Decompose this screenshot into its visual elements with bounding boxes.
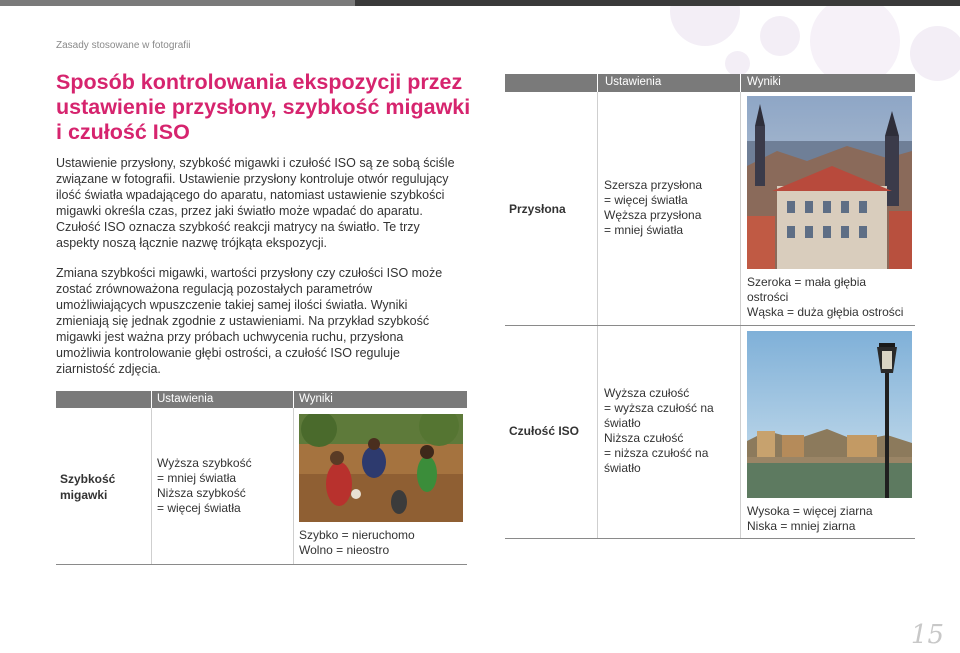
page-title: Sposób kontrolowania ekspozycji przez ustawienie przysłony, szybkość migawki i czułość ISO (56, 70, 471, 144)
row-label-shutter: Szybkość migawki (60, 472, 116, 502)
page-number: 15 (910, 620, 944, 650)
header-results: Wyniki (299, 393, 333, 405)
header-settings: Ustawienia (157, 393, 214, 405)
aperture-results-text: Szeroka = mała głębia ostrości Wąska = duża głębia ostrości (747, 275, 904, 319)
row-label-iso: Czułość ISO (509, 424, 580, 438)
prague-city-photo (747, 96, 912, 269)
football-players-photo (299, 414, 463, 522)
iso-results-text: Wysoka = więcej ziarna Niska = mniej ziarna (747, 504, 873, 533)
header-results-right: Wyniki (747, 76, 781, 88)
detail-paragraph: Zmiana szybkości migawki, wartości przysłony czy czułości ISO może zostać zrównoważona regulacją pozostałych parametrów umożliwiających wpuszczenie takiej samej ilości światła. Wyniki zmieniają się jednak zgodnie z ustawieniami. Na przykład szybkość migawki jest ważna przy próbach uchwycenia ruchu, przysłona umożliwia kontrolowanie głębi ostrości, a czułość ISO reguluje ziarnistość zdjęcia. (56, 266, 443, 376)
top-bar-accent (0, 0, 355, 6)
aperture-settings-text: Szersza przysłona = więcej światła Węższa przysłona = mniej światła (604, 178, 703, 237)
shutter-table-header (56, 391, 467, 408)
florence-lamppost-photo (747, 331, 912, 498)
intro-paragraph: Ustawienie przysłony, szybkość migawki i czułość ISO są ze sobą ściśle związane w fotografii. Ustawienie przysłony kontroluje otwór regulujący ilość światła wpadającego do aparatu, natomiast ustawienie szybkości migawki określa czas, przez jaki światło może wpadać do aparatu. Czułość ISO oznacza szybkość reakcji matrycy na światło. Te trzy aspekty noszą łącznie nazwę trójkąta ekspozycji. (56, 156, 455, 250)
shutter-results-text: Szybko = nieruchomo Wolno = nieostro (299, 528, 415, 557)
aperture-iso-table-header (505, 74, 915, 92)
row-label-aperture: Przysłona (509, 202, 566, 216)
shutter-settings-text: Wyższa szybkość = mniej światła Niższa szybkość = więcej światła (157, 456, 252, 515)
iso-settings-text: Wyższa czułość = wyższa czułość na światło Niższa czułość = niższa czułość na światło (604, 386, 714, 475)
header-settings-right: Ustawienia (605, 76, 662, 88)
breadcrumb: Zasady stosowane w fotografii (56, 40, 191, 51)
